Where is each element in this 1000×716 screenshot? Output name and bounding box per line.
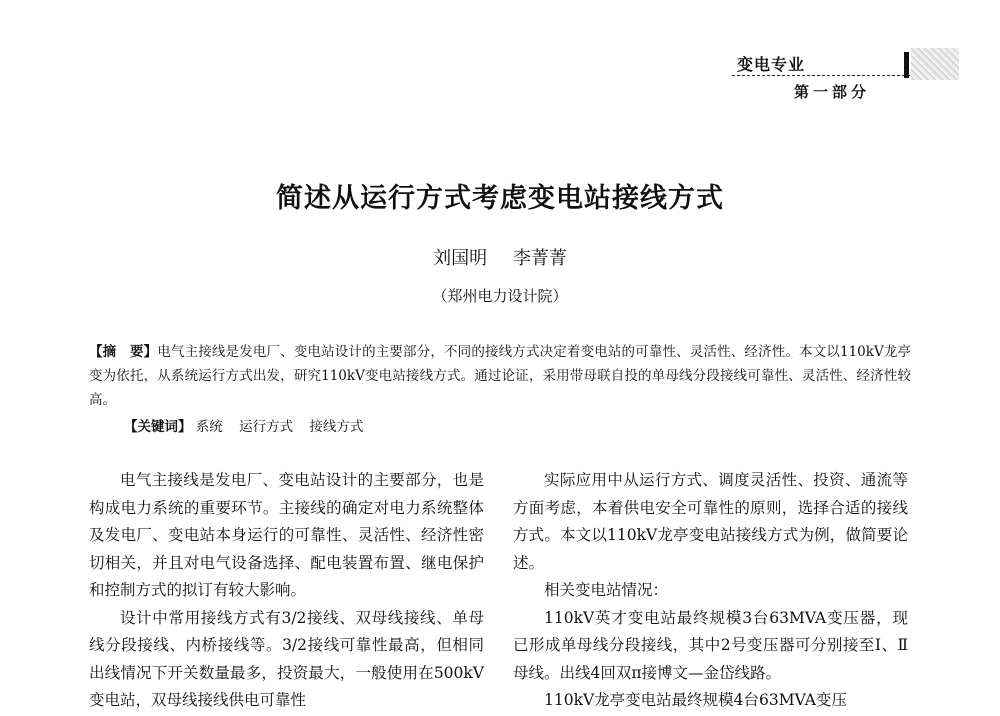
- section-category: 变电专业: [737, 55, 806, 74]
- keyword: 接线方式: [309, 419, 364, 435]
- article-title: 简述从运行方式考虑变电站接线方式: [276, 183, 724, 214]
- keyword: 系统: [195, 419, 223, 435]
- author-name: 刘国明: [433, 248, 488, 269]
- body-column-right: [513, 467, 908, 715]
- section-part: 第一部分: [794, 83, 871, 101]
- abstract-text: 电气主接线是发电厂、变电站设计的主要部分，不同的接线方式决定着变电站的可靠性、灵活性、经济性。本文以110kV龙亭变为依托，从系统运行方式出发，研究110kV变电站接线方式。通过论证，采用带母联自投的单母线分段接线可靠性、灵活性、经济性较高。: [89, 344, 912, 408]
- header-divider: [732, 75, 910, 76]
- abstract-label: 【摘 要】: [89, 344, 158, 360]
- header-bar-mark: [904, 52, 909, 78]
- header-texture-block: [911, 48, 959, 80]
- body-column-left: [89, 467, 484, 715]
- body-paragraph: 相关变电站情况：: [544, 581, 669, 599]
- body-paragraph: 实际应用中从运行方式、调度灵活性、投资、通流等方面考虑，本着供电安全可靠性的原则，选择合适的接线方式。本文以110kV龙亭变电站接线方式为例，做简要论述。: [513, 471, 908, 572]
- affiliation: （郑州电力设计院）: [432, 287, 568, 305]
- author-list: [0, 244, 1000, 270]
- keywords-label: 【关键词】: [124, 419, 192, 435]
- body-paragraph: 设计中常用接线方式有3/2接线、双母线接线、单母线分段接线、内桥接线等。3/2接线可靠性最高，但相同出线情况下开关数量最多，投资最大，一般使用在500kV变电站，双母线接线供电可靠性: [89, 608, 484, 709]
- abstract: [89, 340, 911, 412]
- keyword: 运行方式: [239, 419, 294, 435]
- keywords: [124, 415, 375, 435]
- body-paragraph: 电气主接线是发电厂、变电站设计的主要部分，也是构成电力系统的重要环节。主接线的确定对电力系统整体及发电厂、变电站本身运行的可靠性、灵活性、经济性密切相关，并且对电气设备选择、配电装置布置、继电保护和控制方式的拟订有较大影响。: [89, 471, 484, 599]
- body-paragraph: 110kV龙亭变电站最终规模4台63MVA变压: [544, 691, 847, 709]
- body-paragraph: 110kV英才变电站最终规模3台63MVA变压器，现已形成单母线分段接线，其中2号变压器可分别接至Ⅰ、Ⅱ母线。出线4回双π接博文—金岱线路。: [513, 608, 908, 682]
- author-name: 李菁菁: [512, 248, 567, 269]
